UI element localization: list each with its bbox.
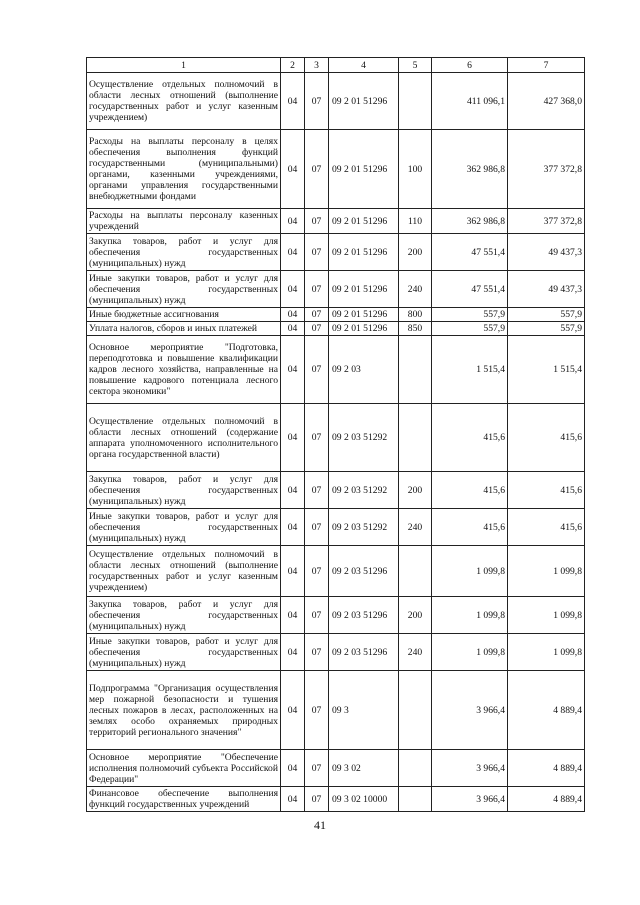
target-article-code: 09 3 (329, 671, 399, 750)
subsection-code: 07 (305, 671, 329, 750)
target-article-code: 09 2 03 51296 (329, 634, 399, 671)
amount-year-1: 3 966,4 (432, 671, 508, 750)
amount-year-2: 1 099,8 (508, 546, 585, 597)
expense-type-code: 800 (399, 308, 432, 322)
expense-type-code: 100 (399, 130, 432, 209)
row-description: Осуществление отдельных полномочий в области лесных отношений (содержание аппарата уполномоченного исполнительного органа государственной власти) (87, 404, 281, 472)
table-row (87, 509, 585, 546)
header-cell: 4 (329, 58, 399, 73)
target-article-code: 09 2 01 51296 (329, 322, 399, 336)
budget-table (86, 57, 585, 812)
table-row (87, 308, 585, 322)
amount-year-2: 427 368,0 (508, 73, 585, 130)
amount-year-2: 1 099,8 (508, 634, 585, 671)
target-article-code: 09 3 02 10000 (329, 787, 399, 812)
subsection-code: 07 (305, 234, 329, 271)
section-code: 04 (281, 472, 305, 509)
header-cell: 2 (281, 58, 305, 73)
header-cell: 1 (87, 58, 281, 73)
row-description: Уплата налогов, сборов и иных платежей (87, 322, 281, 336)
amount-year-2: 557,9 (508, 308, 585, 322)
table-row (87, 634, 585, 671)
table-row (87, 271, 585, 308)
row-description: Расходы на выплаты персоналу в целях обеспечения выполнения функций государственными (муниципальными) органами, казенными учреждениями, органами управления государственными внебюджетными фондами (87, 130, 281, 209)
target-article-code: 09 2 03 51292 (329, 472, 399, 509)
amount-year-1: 1 099,8 (432, 634, 508, 671)
amount-year-1: 47 551,4 (432, 234, 508, 271)
subsection-code: 07 (305, 209, 329, 234)
table-row (87, 336, 585, 404)
row-description: Иные закупки товаров, работ и услуг для обеспечения государственных (муниципальных) нужд (87, 509, 281, 546)
target-article-code: 09 2 03 (329, 336, 399, 404)
subsection-code: 07 (305, 787, 329, 812)
amount-year-1: 1 099,8 (432, 597, 508, 634)
section-code: 04 (281, 73, 305, 130)
amount-year-2: 1 099,8 (508, 597, 585, 634)
row-description: Расходы на выплаты персоналу казенных учреждений (87, 209, 281, 234)
header-cell: 6 (432, 58, 508, 73)
target-article-code: 09 2 03 51296 (329, 546, 399, 597)
expense-type-code: 850 (399, 322, 432, 336)
subsection-code: 07 (305, 546, 329, 597)
section-code: 04 (281, 130, 305, 209)
table-row (87, 209, 585, 234)
amount-year-1: 1 515,4 (432, 336, 508, 404)
section-code: 04 (281, 234, 305, 271)
expense-type-code: 200 (399, 472, 432, 509)
subsection-code: 07 (305, 130, 329, 209)
section-code: 04 (281, 404, 305, 472)
subsection-code: 07 (305, 597, 329, 634)
row-description: Иные закупки товаров, работ и услуг для обеспечения государственных (муниципальных) нужд (87, 271, 281, 308)
header-cell: 3 (305, 58, 329, 73)
section-code: 04 (281, 597, 305, 634)
section-code: 04 (281, 308, 305, 322)
expense-type-code (399, 671, 432, 750)
expense-type-code: 240 (399, 509, 432, 546)
amount-year-1: 362 986,8 (432, 130, 508, 209)
amount-year-2: 415,6 (508, 509, 585, 546)
section-code: 04 (281, 209, 305, 234)
amount-year-1: 411 096,1 (432, 73, 508, 130)
amount-year-1: 557,9 (432, 322, 508, 336)
section-code: 04 (281, 322, 305, 336)
target-article-code: 09 2 01 51296 (329, 271, 399, 308)
amount-year-1: 415,6 (432, 404, 508, 472)
target-article-code: 09 2 01 51296 (329, 209, 399, 234)
section-code: 04 (281, 634, 305, 671)
amount-year-1: 3 966,4 (432, 787, 508, 812)
subsection-code: 07 (305, 404, 329, 472)
target-article-code: 09 2 01 51296 (329, 308, 399, 322)
amount-year-2: 415,6 (508, 472, 585, 509)
target-article-code: 09 2 01 51296 (329, 130, 399, 209)
row-description: Иные закупки товаров, работ и услуг для обеспечения государственных (муниципальных) нужд (87, 634, 281, 671)
header-cell: 7 (508, 58, 585, 73)
table-row (87, 750, 585, 787)
section-code: 04 (281, 750, 305, 787)
amount-year-2: 557,9 (508, 322, 585, 336)
row-description: Осуществление отдельных полномочий в области лесных отношений (выполнение государственных работ и услуг казенным учреждением) (87, 73, 281, 130)
section-code: 04 (281, 671, 305, 750)
amount-year-1: 415,6 (432, 472, 508, 509)
row-description: Основное мероприятие "Подготовка, переподготовка и повышение квалификации кадров лесного хозяйства, направленные на повышение кадрового потенциала лесного сектора экономики" (87, 336, 281, 404)
subsection-code: 07 (305, 322, 329, 336)
amount-year-2: 49 437,3 (508, 234, 585, 271)
section-code: 04 (281, 509, 305, 546)
row-description: Закупка товаров, работ и услуг для обеспечения государственных (муниципальных) нужд (87, 234, 281, 271)
expense-type-code (399, 73, 432, 130)
table-row (87, 546, 585, 597)
table-row (87, 404, 585, 472)
table-row (87, 73, 585, 130)
row-description: Подпрограмма "Организация осуществления мер пожарной безопасности и тушения лесных пожаров в лесах, расположенных на землях особо охраняемых природных территорий регионального значения" (87, 671, 281, 750)
expense-type-code: 240 (399, 271, 432, 308)
expense-type-code (399, 336, 432, 404)
expense-type-code (399, 546, 432, 597)
table-row (87, 130, 585, 209)
row-description: Основное мероприятие "Обеспечение исполнения полномочий субъекта Российской Федерации" (87, 750, 281, 787)
expense-type-code: 240 (399, 634, 432, 671)
section-code: 04 (281, 546, 305, 597)
amount-year-2: 49 437,3 (508, 271, 585, 308)
subsection-code: 07 (305, 634, 329, 671)
expense-type-code: 200 (399, 234, 432, 271)
section-code: 04 (281, 271, 305, 308)
amount-year-2: 4 889,4 (508, 671, 585, 750)
amount-year-2: 4 889,4 (508, 750, 585, 787)
table-header-row (87, 58, 585, 73)
table-row (87, 234, 585, 271)
row-description: Иные бюджетные ассигнования (87, 308, 281, 322)
header-cell: 5 (399, 58, 432, 73)
table-row (87, 472, 585, 509)
amount-year-1: 3 966,4 (432, 750, 508, 787)
row-description: Осуществление отдельных полномочий в области лесных отношений (выполнение государственных работ и услуг казенным учреждением) (87, 546, 281, 597)
table-row (87, 322, 585, 336)
row-description: Закупка товаров, работ и услуг для обеспечения государственных (муниципальных) нужд (87, 597, 281, 634)
expense-type-code (399, 404, 432, 472)
amount-year-2: 4 889,4 (508, 787, 585, 812)
table-row (87, 597, 585, 634)
row-description: Финансовое обеспечение выполнения функций государственных учреждений (87, 787, 281, 812)
target-article-code: 09 2 01 51296 (329, 73, 399, 130)
amount-year-1: 47 551,4 (432, 271, 508, 308)
amount-year-1: 557,9 (432, 308, 508, 322)
amount-year-1: 1 099,8 (432, 546, 508, 597)
expense-type-code (399, 750, 432, 787)
target-article-code: 09 2 03 51296 (329, 597, 399, 634)
subsection-code: 07 (305, 472, 329, 509)
amount-year-1: 415,6 (432, 509, 508, 546)
subsection-code: 07 (305, 271, 329, 308)
amount-year-2: 377 372,8 (508, 209, 585, 234)
target-article-code: 09 2 01 51296 (329, 234, 399, 271)
subsection-code: 07 (305, 750, 329, 787)
section-code: 04 (281, 336, 305, 404)
amount-year-2: 415,6 (508, 404, 585, 472)
expense-type-code: 110 (399, 209, 432, 234)
target-article-code: 09 2 03 51292 (329, 404, 399, 472)
budget-table-container (86, 57, 584, 812)
expense-type-code (399, 787, 432, 812)
row-description: Закупка товаров, работ и услуг для обеспечения государственных (муниципальных) нужд (87, 472, 281, 509)
target-article-code: 09 3 02 (329, 750, 399, 787)
subsection-code: 07 (305, 73, 329, 130)
amount-year-2: 377 372,8 (508, 130, 585, 209)
subsection-code: 07 (305, 308, 329, 322)
section-code: 04 (281, 787, 305, 812)
expense-type-code: 200 (399, 597, 432, 634)
table-row (87, 671, 585, 750)
target-article-code: 09 2 03 51292 (329, 509, 399, 546)
subsection-code: 07 (305, 509, 329, 546)
amount-year-2: 1 515,4 (508, 336, 585, 404)
subsection-code: 07 (305, 336, 329, 404)
table-row (87, 787, 585, 812)
amount-year-1: 362 986,8 (432, 209, 508, 234)
page-number: 41 (314, 818, 326, 832)
